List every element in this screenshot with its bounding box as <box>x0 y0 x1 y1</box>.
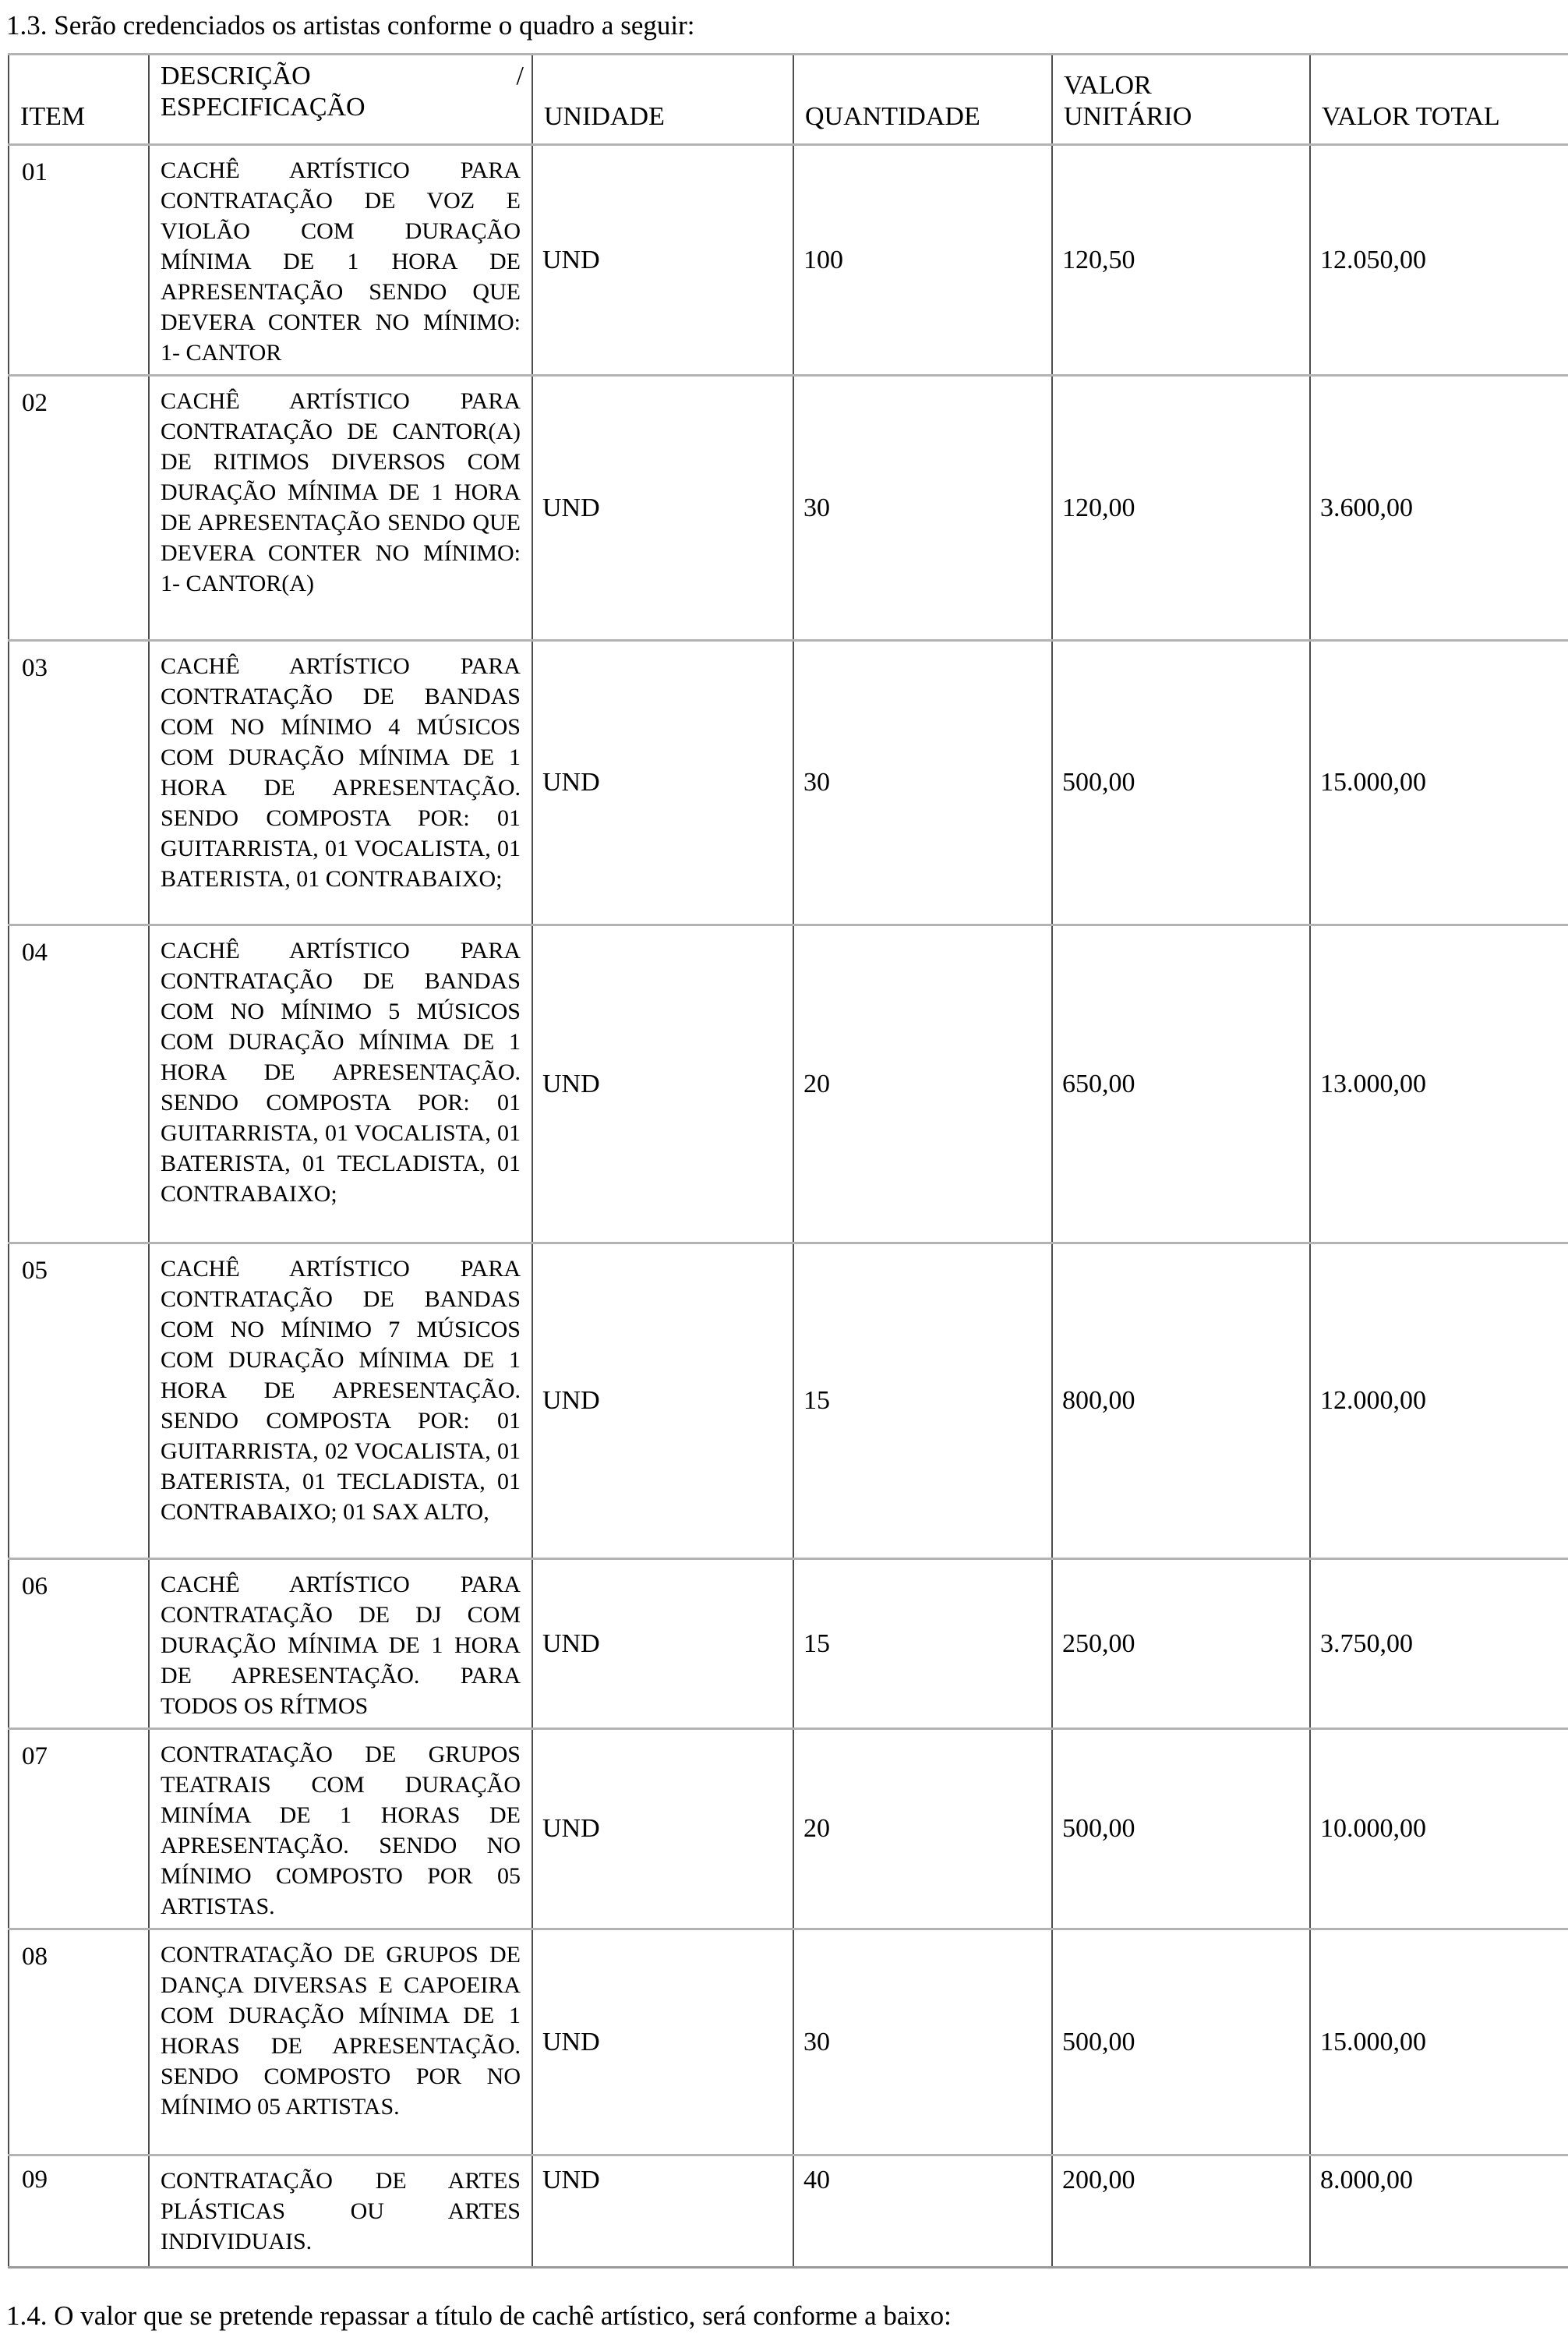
cell-item-number: 06 <box>9 1559 149 1729</box>
header-unidade <box>532 55 793 145</box>
table-row <box>9 1729 1568 1929</box>
cell-quantidade: 15 <box>793 1243 1052 1559</box>
cell-item-number: 03 <box>9 641 149 925</box>
cell-valor-unitario: 800,00 <box>1052 1243 1310 1559</box>
header-descricao-word: DESCRIÇÃO <box>161 62 311 90</box>
table-row <box>9 641 1568 925</box>
header-quantidade <box>793 55 1052 145</box>
cell-unidade: UND <box>532 376 793 641</box>
cell-unidade: UND <box>532 145 793 376</box>
cell-valor-total: 12.000,00 <box>1310 1243 1568 1559</box>
cell-descricao: CONTRATAÇÃO DE ARTES PLÁSTICAS OU ARTES INDIVIDUAIS. <box>149 2155 532 2268</box>
header-row <box>9 55 1568 145</box>
cell-valor-total: 12.050,00 <box>1310 145 1568 376</box>
header-valor-total-label: VALOR TOTAL <box>1322 102 1500 131</box>
header-valor-unitario-line2: UNITÁRIO <box>1064 102 1192 131</box>
cell-descricao: CONTRATAÇÃO DE GRUPOS TEATRAIS COM DURAÇÃO MINÍMA DE 1 HORAS DE APRESENTAÇÃO. SENDO NO MÍNIMO COMPOSTO POR 05 ARTISTAS. <box>149 1729 532 1929</box>
cell-valor-total: 15.000,00 <box>1310 641 1568 925</box>
cell-valor-unitario: 500,00 <box>1052 1929 1310 2155</box>
cell-item-number: 09 <box>9 2155 149 2268</box>
cell-unidade: UND <box>532 641 793 925</box>
cell-quantidade: 30 <box>793 1929 1052 2155</box>
table-row <box>9 925 1568 1243</box>
cell-descricao: CACHÊ ARTÍSTICO PARA CONTRATAÇÃO DE CANTOR(A) DE RITIMOS DIVERSOS COM DURAÇÃO MÍNIMA DE 1 HORA DE APRESENTAÇÃO SENDO QUE DEVERA CONTER NO MÍNIMO: 1- CANTOR(A) <box>149 376 532 641</box>
cell-descricao: CACHÊ ARTÍSTICO PARA CONTRATAÇÃO DE BANDAS COM NO MÍNIMO 7 MÚSICOS COM DURAÇÃO MÍNIMA DE 1 HORA DE APRESENTAÇÃO. SENDO COMPOSTA POR: 01 GUITARRISTA, 02 VOCALISTA, 01 BATERISTA, 01 TECLADISTA, 01 CONTRABAIXO; 01 SAX ALTO, <box>149 1243 532 1559</box>
table-body <box>9 145 1568 2268</box>
cell-item-number: 05 <box>9 1243 149 1559</box>
table-header <box>9 55 1568 145</box>
header-item <box>9 55 149 145</box>
cell-unidade: UND <box>532 1729 793 1929</box>
cell-descricao: CACHÊ ARTÍSTICO PARA CONTRATAÇÃO DE VOZ E VIOLÃO COM DURAÇÃO MÍNIMA DE 1 HORA DE APRESENTAÇÃO SENDO QUE DEVERA CONTER NO MÍNIMO: 1- CANTOR <box>149 145 532 376</box>
header-valor-unitario-line1: VALOR <box>1064 71 1152 100</box>
cell-item-number: 08 <box>9 1929 149 2155</box>
header-item-label: ITEM <box>20 102 86 131</box>
cell-valor-unitario: 500,00 <box>1052 641 1310 925</box>
cell-unidade: UND <box>532 1929 793 2155</box>
cell-descricao: CACHÊ ARTÍSTICO PARA CONTRATAÇÃO DE BANDAS COM NO MÍNIMO 5 MÚSICOS COM DURAÇÃO MÍNIMA DE 1 HORA DE APRESENTAÇÃO. SENDO COMPOSTA POR: 01 GUITARRISTA, 01 VOCALISTA, 01 BATERISTA, 01 TECLADISTA, 01 CONTRABAIXO; <box>149 925 532 1243</box>
cell-descricao: CACHÊ ARTÍSTICO PARA CONTRATAÇÃO DE DJ COM DURAÇÃO MÍNIMA DE 1 HORA DE APRESENTAÇÃO. PARA TODOS OS RÍTMOS <box>149 1559 532 1729</box>
cell-valor-total: 15.000,00 <box>1310 1929 1568 2155</box>
cell-descricao: CACHÊ ARTÍSTICO PARA CONTRATAÇÃO DE BANDAS COM NO MÍNIMO 4 MÚSICOS COM DURAÇÃO MÍNIMA DE 1 HORA DE APRESENTAÇÃO. SENDO COMPOSTA POR: 01 GUITARRISTA, 01 VOCALISTA, 01 BATERISTA, 01 CONTRABAIXO; <box>149 641 532 925</box>
cell-item-number: 07 <box>9 1729 149 1929</box>
cell-valor-unitario: 250,00 <box>1052 1559 1310 1729</box>
cell-item-number: 01 <box>9 145 149 376</box>
cell-quantidade: 15 <box>793 1559 1052 1729</box>
header-descricao-slash: / <box>516 62 524 90</box>
cell-unidade: UND <box>532 1559 793 1729</box>
header-descricao <box>149 55 532 145</box>
table-row <box>9 1559 1568 1729</box>
cell-quantidade: 100 <box>793 145 1052 376</box>
cell-valor-unitario: 650,00 <box>1052 925 1310 1243</box>
header-valor-unitario <box>1052 55 1310 145</box>
cell-valor-total: 3.600,00 <box>1310 376 1568 641</box>
cell-quantidade: 20 <box>793 925 1052 1243</box>
header-descricao-line2: ESPECIFICAÇÃO <box>161 93 366 122</box>
cell-descricao: CONTRATAÇÃO DE GRUPOS DE DANÇA DIVERSAS E CAPOEIRA COM DURAÇÃO MÍNIMA DE 1 HORAS DE APRESENTAÇÃO. SENDO COMPOSTO POR NO MÍNIMO 05 ARTISTAS. <box>149 1929 532 2155</box>
cell-unidade: UND <box>532 1243 793 1559</box>
header-valor-total <box>1310 55 1568 145</box>
header-unidade-label: UNIDADE <box>544 102 665 131</box>
cell-valor-total: 8.000,00 <box>1310 2155 1568 2268</box>
section-1-4-text: 1.4. O valor que se pretende repassar a título de cachê artístico, será conforme a baixo: <box>6 2300 952 2331</box>
cell-quantidade: 30 <box>793 376 1052 641</box>
header-descricao-line1 <box>161 61 524 92</box>
table-row <box>9 145 1568 376</box>
cell-valor-unitario: 120,50 <box>1052 145 1310 376</box>
table-row <box>9 2155 1568 2268</box>
cell-item-number: 02 <box>9 376 149 641</box>
cell-unidade: UND <box>532 925 793 1243</box>
table-row <box>9 1929 1568 2155</box>
cell-item-number: 04 <box>9 925 149 1243</box>
cell-quantidade: 30 <box>793 641 1052 925</box>
cell-quantidade: 40 <box>793 2155 1052 2268</box>
table-row <box>9 1243 1568 1559</box>
cell-valor-total: 3.750,00 <box>1310 1559 1568 1729</box>
cell-quantidade: 20 <box>793 1729 1052 1929</box>
cell-valor-unitario: 200,00 <box>1052 2155 1310 2268</box>
header-quantidade-label: QUANTIDADE <box>805 102 980 131</box>
section-1-3-text: 1.3. Serão credenciados os artistas conforme o quadro a seguir: <box>6 10 695 41</box>
cell-valor-total: 13.000,00 <box>1310 925 1568 1243</box>
table-row <box>9 376 1568 641</box>
cell-valor-unitario: 500,00 <box>1052 1729 1310 1929</box>
cell-valor-unitario: 120,00 <box>1052 376 1310 641</box>
cell-valor-total: 10.000,00 <box>1310 1729 1568 1929</box>
credenciamento-table <box>8 53 1568 2269</box>
cell-unidade: UND <box>532 2155 793 2268</box>
